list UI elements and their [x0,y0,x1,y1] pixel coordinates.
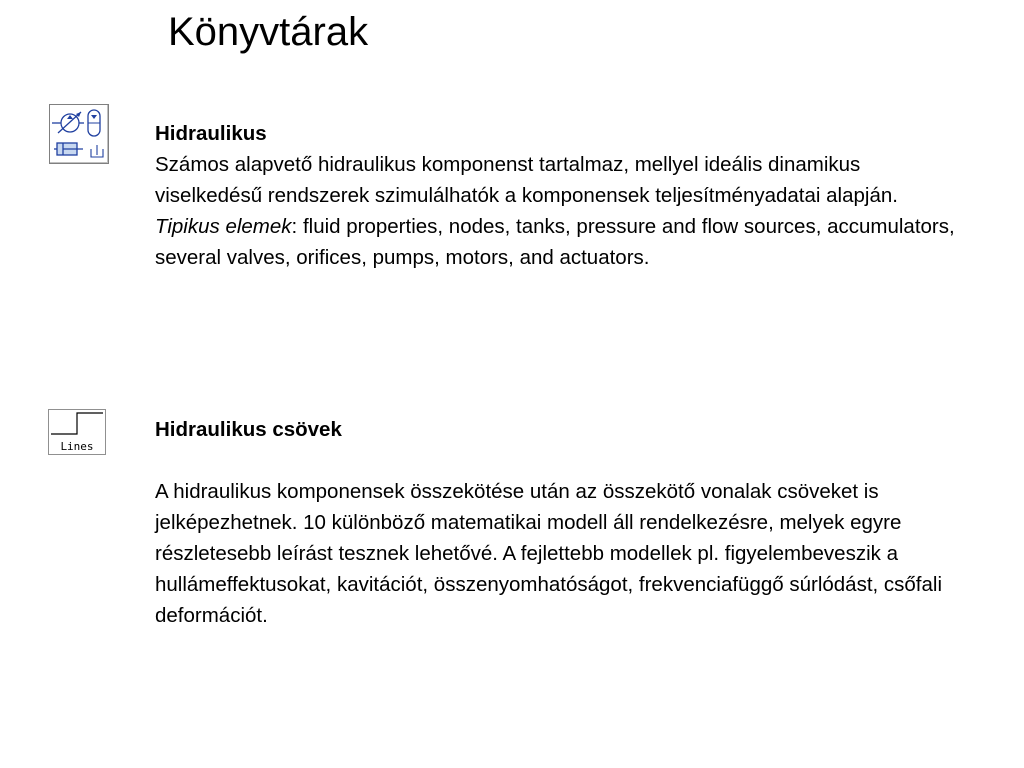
typical-elements-text: : fluid properties, nodes, tanks, pressure and flow sources, accumulators, several valves, orifices, pumps, motors, and actuators. [155,215,955,269]
hydraulic-lines-section [155,414,985,631]
step-line-graphic [49,410,105,454]
hydraulic-components-icon[interactable] [49,104,109,164]
section-heading: Hidraulikus csövek [155,418,342,441]
hydraulic-section [155,118,955,273]
section-description: A hidraulikus komponensek összekötése után az összekötő vonalak csöveket is jelképezhetnek. 10 különböző matematikai modell áll rendelkezésre, melyek egyre részletesebb leírást tesznek lehetővé. A fejlettebb modellek pl. figyelembeveszik a hullámeffektusokat, kavitációt, összenyomhatóságot, frekvenciafüggő súrlódást, csőfali deformációt. [155,480,943,627]
lines-icon-label: Lines [60,440,94,453]
typical-elements-label: Tipikus elemek [155,215,292,238]
typical-elements-paragraph [155,211,955,273]
hydraulic-lines-icon[interactable] [48,409,106,455]
hydraulic-symbols-graphic [50,105,108,163]
page-title: Könyvtárak [168,10,369,54]
spacer [155,445,985,476]
section-heading: Hidraulikus [155,122,267,145]
section-description: Számos alapvető hidraulikus komponenst tartalmaz, mellyel ideális dinamikus viselkedésű rendszerek szimulálhatók a komponensek teljesítményadatai alapján. [155,153,898,207]
